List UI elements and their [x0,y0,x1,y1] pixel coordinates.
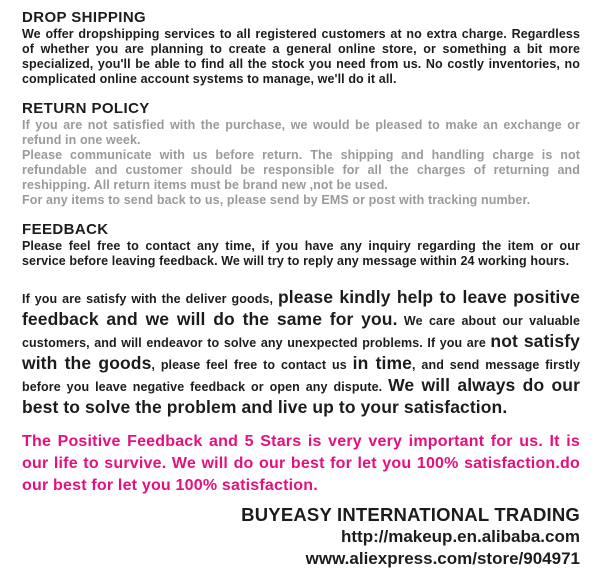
return-policy-line: Please communicate with us before return. The shipping and handling charge is not refundable and customer should be responsible for all the charges of returning and reshipping. All return items must be brand new ,not be used. [22,148,580,192]
appeal-segment: If you are satisfy with the deliver goods, [22,292,278,306]
return-policy-line: For any items to send back to us, please send by EMS or post with tracking number. [22,193,531,207]
appeal-segment-emphasis: please kindly help to leave positive feedback and we will do the same for you. [22,287,581,329]
section-drop-shipping [22,10,580,87]
appeal-segment-emphasis: We will always do our best to solve the problem and live up to your satisfaction. [22,375,580,417]
feedback-heading: FEEDBACK [22,221,109,238]
return-policy-heading: RETURN POLICY [22,100,150,117]
feedback-appeal-paragraph [22,287,580,419]
appeal-segment-emphasis: in time [352,353,412,373]
alibaba-url: http://makeup.en.alibaba.com [341,527,580,546]
company-name: BUYEASY INTERNATIONAL TRADING [241,504,580,525]
appeal-segment: We care about our valuable customers, and will endeavor to solve any unexpected problems. If you are [22,314,580,350]
feedback-body: Please feel free to contact any time, if you have any inquiry regarding the item or our service before leaving feedback. We will try to reply any message within 24 working hours. [22,239,580,268]
appeal-segment-emphasis: not satisfy with the goods [22,331,580,373]
drop-shipping-body: We offer dropshipping services to all registered customers at no extra charge. Regardless of whether you are planning to create a general online store, or something a bit more specialized, you'll be able to find all the stock you need from us. No costly inventories, no complicated online account systems to manage, we'll do it all. [22,27,580,86]
section-return-policy [22,101,580,208]
positive-feedback-note: The Positive Feedback and 5 Stars is very very important for us. It is our life to survive. We will do our best for let you 100% satisfaction.do our best for let you 100% satisfaction. [22,433,580,494]
return-policy-line: If you are not satisfied with the purchase, we would be pleased to make an exchange or refund in one week. [22,118,580,147]
aliexpress-url: www.aliexpress.com/store/904971 [305,549,580,568]
company-block [22,503,580,570]
drop-shipping-heading: DROP SHIPPING [22,9,147,26]
section-feedback [22,222,580,269]
appeal-segment: , please feel free to contact us [151,358,353,372]
appeal-segment: , and send message firstly before you leave negative feedback or open any dispute. [22,358,580,394]
